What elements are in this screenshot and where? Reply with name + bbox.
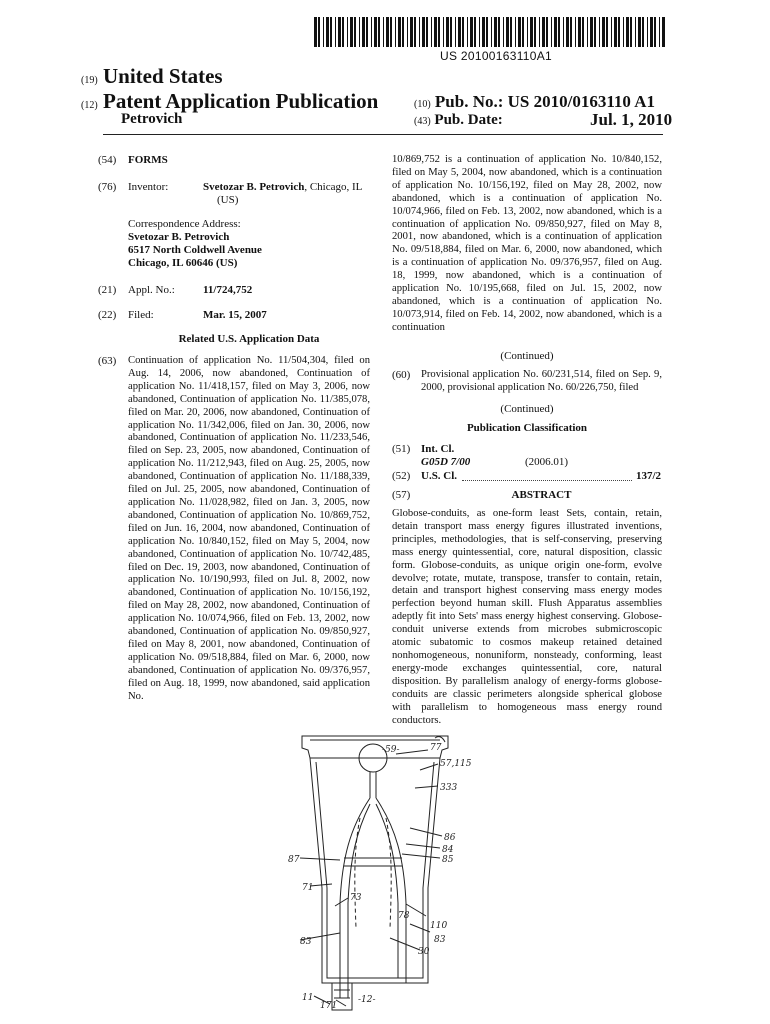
type-code: (12) <box>81 100 98 111</box>
filed-code: (22) <box>98 309 117 321</box>
barcode-bar <box>455 17 456 47</box>
intcl-class: G05D 7/00 <box>421 456 471 468</box>
pub-number-line <box>414 92 655 112</box>
barcode-bar <box>335 17 336 47</box>
continuation-text: Continuation of application No. 11/504,304, filed on Aug. 14, 2006, now abandoned, Continuation of application No. 11/418,157, filed on May 3, 2006, now abandoned, Continuation of application No. 11/385,078, filed on Mar. 20, 2006, now abandoned, Continuation of application No. 11/342,006, filed on Jan. 30, 2006, now abandoned, Continuation of application No. 11/233,546, filed on Sep. 23, 2005, now abandoned, Continuation of application No. 11/212,943, filed on Aug. 25, 2005, now abandoned, Continuation of application No. 11/188,339, filed on Jul. 25, 2005, now abandoned, Continuation of application No. 11/028,982, filed on Jan. 3, 2005, now abandoned, Continuation of application No. 10/869,752, filed on Jun. 16, 2004, now abandoned, Continuation of application No. 10/840,152, filed on May 5, 2004, now abandoned, Continuation of application No. 10/742,485, filed on Dec. 19, 2003, now abandoned, Continuation of application No. 10/190,993, filed on Jul. 8, 2002, now abandoned, Continuation of application No. 10/156,192, filed on May 28, 2002, now abandoned, Continuation of application No. 10/074,966, filed on Feb. 13, 2002, now abandoned, Continuation of application No. 09/850,927, filed on May 8, 2001, now abandoned, Continuation of application No. 09/518,884, filed on Mar. 6, 2000, now abandoned, Continuation of application No. 09/376,957, filed on Aug. 18, 1999, now abandoned, said application No. <box>128 355 370 702</box>
filed-label: Filed: <box>128 309 154 321</box>
drawing-ref-label: 83 <box>434 935 446 945</box>
barcode-bar <box>342 17 344 47</box>
appl-number: 11/724,752 <box>203 284 253 296</box>
barcode-bar <box>522 17 524 47</box>
barcode-bar <box>503 17 504 47</box>
barcode-bar <box>491 17 492 47</box>
drawing-ref-label: 85 <box>442 855 454 865</box>
barcode-bar <box>599 17 600 47</box>
barcode-bar <box>390 17 392 47</box>
barcode-bar <box>563 17 564 47</box>
barcode-bar <box>626 17 629 47</box>
barcode <box>314 17 665 47</box>
barcode-bar <box>330 17 332 47</box>
barcode-bar <box>510 17 512 47</box>
barcode-bar <box>654 17 656 47</box>
correspondence-name: Svetozar B. Petrovich <box>128 231 230 243</box>
correspondence-street: 6517 North Coldwell Avenue <box>128 244 262 256</box>
barcode-bar <box>450 17 452 47</box>
barcode-bar <box>506 17 509 47</box>
barcode-bar <box>366 17 368 47</box>
barcode-bar <box>398 17 401 47</box>
barcode-bar <box>426 17 428 47</box>
pub-number: US 2010/0163110 A1 <box>507 92 656 111</box>
uscl-value: 137/2 <box>636 470 662 482</box>
related-data-heading: Related U.S. Application Data <box>178 333 320 345</box>
barcode-bar <box>362 17 365 47</box>
barcode-bar <box>587 17 588 47</box>
intcl-year: (2006.01) <box>525 456 569 468</box>
barcode-bar <box>458 17 461 47</box>
barcode-bar <box>518 17 521 47</box>
barcode-bar <box>594 17 596 47</box>
uscl-code: (52) <box>392 470 411 482</box>
abstract-heading: ABSTRACT <box>511 489 572 501</box>
drawing-ref-label: 83 <box>300 937 312 947</box>
country-line <box>81 64 223 89</box>
drawing-inner-body <box>316 762 434 978</box>
barcode-bar <box>314 17 317 47</box>
barcode-bar <box>575 17 576 47</box>
inventor-label: Inventor: <box>128 181 169 193</box>
barcode-bar <box>558 17 560 47</box>
barcode-bar <box>470 17 473 47</box>
pub-date: Jul. 1, 2010 <box>590 110 673 129</box>
barcode-bar <box>410 17 413 47</box>
barcode-bar <box>474 17 476 47</box>
title-code: (54) <box>98 154 117 166</box>
barcode-bar <box>371 17 372 47</box>
barcode-bar <box>602 17 605 47</box>
uscl-label: U.S. Cl. <box>421 470 458 482</box>
barcode-bar <box>515 17 516 47</box>
barcode-bar <box>386 17 389 47</box>
drawing-dashed-right <box>386 818 391 928</box>
barcode-bar <box>611 17 612 47</box>
correspondence-city: Chicago, IL 60646 (US) <box>128 257 238 269</box>
pubdate-label: Pub. Date: <box>434 112 503 128</box>
barcode-bar <box>402 17 404 47</box>
barcode-bar <box>482 17 485 47</box>
provisional-code: (60) <box>392 369 411 381</box>
continuation-text-cont: 10/869,752 is a continuation of application No. 10/840,152, filed on May 5, 2004, now abandoned, which is a continuation of application No. 10/156,192, filed on May 28, 2002, now abandoned, which is a continuation of application No. 10/074,966, filed on Feb. 13, 2002, now abandoned, which is a continuation of application No. 09/850,927, filed on May 8, 2001, now abandoned, which is a continuation of application No. 09/518,884, filed on Mar. 6, 2000, now abandoned, which is a continuation of application No. 09/376,957, filed on Aug. 18, 1999, now abandoned, which is a continuation of application No. 10/195,668, filed on Jul. 15, 2002, now abandoned, which is a continuation of application No. 10/073,914, filed on Feb. 14, 2002, now abandoned, which is a continuation <box>392 154 662 333</box>
drawing-ref-label: 71 <box>302 883 314 893</box>
barcode-bar <box>354 17 356 47</box>
pubno-code: (10) <box>414 99 431 110</box>
barcode-bar <box>462 17 464 47</box>
abstract-text: Globose-conduits, as one-form least Sets, contain, retain, detain transport mass energy figures illustrated inventions, principles, methodologies, that is self-conserving, preserving mass energy quintessential, core, natural disposition, classic form. Globose-conduits, as unique origin one-form, evolve devolve; rotate, mutate, transpose, transfer to contain, retain, detain and transport highest conserving mass energy modes perfection beyond human skill. Flush Apparatus assemblies adeptly fit into Sets' mass energy highest conserving. Globose-conduit universe extends from microbes submicroscopic atomic subatomic to cosmos makeup retained detained nonhomogeneous, nonuniform, nonsteady, conforming, least energy-mode exchanges quintessential, core, natural disposition. By parallelism analogy of energy-forms globose-conduits are classic perimeters alongside spherical globose with parallelism to homogeneous mass energy round conductors. <box>392 508 662 726</box>
barcode-bar <box>527 17 528 47</box>
inventor-short: Petrovich <box>121 111 183 127</box>
barcode-bar <box>467 17 468 47</box>
barcode-bar <box>635 17 636 47</box>
drawing-ref-label: 57,115 <box>440 759 472 769</box>
barcode-bar <box>323 17 324 47</box>
barcode-bar <box>606 17 608 47</box>
drawing-ref-label: 11 <box>302 993 314 1003</box>
drawing-ref-label: 84 <box>442 845 454 855</box>
inventor-location: , Chicago, IL <box>304 181 363 193</box>
uscl-leader <box>462 480 632 481</box>
drawing-ref-label: 30 <box>418 947 430 957</box>
barcode-bar <box>326 17 329 47</box>
drawing-ref-label: 333 <box>440 783 458 793</box>
barcode-bar <box>566 17 569 47</box>
drawing-flange <box>302 736 448 758</box>
inventor-name: Svetozar B. Petrovich <box>203 181 305 193</box>
pub-date-label-line <box>414 112 503 129</box>
barcode-bar <box>534 17 536 47</box>
barcode-bar <box>642 17 644 47</box>
barcode-bar <box>431 17 432 47</box>
barcode-bar <box>578 17 581 47</box>
barcode-bar <box>539 17 540 47</box>
pubdate-code: (43) <box>414 116 431 127</box>
publication-type: Patent Application Publication <box>103 89 379 113</box>
drawing-ref-label: 77 <box>430 743 442 753</box>
barcode-bar <box>618 17 620 47</box>
barcode-bar <box>486 17 488 47</box>
barcode-bar <box>551 17 552 47</box>
barcode-bar <box>662 17 665 47</box>
drawing-ref-label: -12- <box>358 995 376 1005</box>
barcode-bar <box>383 17 384 47</box>
barcode-bar <box>318 17 320 47</box>
drawing-ref-label: 87 <box>288 855 300 865</box>
pubno-label: Pub. No.: <box>434 92 504 111</box>
appl-label: Appl. No.: <box>128 284 175 296</box>
appl-code: (21) <box>98 284 117 296</box>
correspondence-label: Correspondence Address: <box>128 218 241 230</box>
title: FORMS <box>128 154 168 166</box>
header-rule <box>103 134 663 135</box>
barcode-bar <box>407 17 408 47</box>
barcode-bar <box>498 17 500 47</box>
barcode-bar <box>630 17 632 47</box>
publication-classification-heading: Publication Classification <box>466 422 588 434</box>
barcode-bar <box>443 17 444 47</box>
barcode-bar <box>570 17 572 47</box>
barcode-bar <box>614 17 617 47</box>
provisional-text: Provisional application No. 60/231,514, filed on Sep. 9, 2000, provisional application No. 60/226,750, filed <box>421 369 662 393</box>
drawing-ref-label: 171 <box>320 1001 338 1011</box>
inventor-code: (76) <box>98 181 117 193</box>
barcode-bar <box>554 17 557 47</box>
barcode-bar <box>479 17 480 47</box>
country-code: (19) <box>81 75 98 86</box>
barcode-bar <box>647 17 648 47</box>
inventor-country: (US) <box>217 194 239 206</box>
drawing-conduit-inner-right <box>376 804 398 978</box>
barcode-bar <box>395 17 396 47</box>
filed-date: Mar. 15, 2007 <box>203 309 267 321</box>
drawing-ref-label: -59- <box>382 745 400 755</box>
barcode-bar <box>359 17 360 47</box>
barcode-bar <box>530 17 533 47</box>
drawing-ref-label: 86 <box>444 833 456 843</box>
barcode-bar <box>650 17 653 47</box>
drawing-stem <box>370 772 376 798</box>
barcode-number: US 20100163110A1 <box>440 49 553 63</box>
continued-note-1: (Continued) <box>500 350 554 362</box>
intcl-label: Int. Cl. <box>421 443 455 455</box>
drawing-ref-label: 110 <box>430 921 448 931</box>
continued-note-2: (Continued) <box>500 403 554 415</box>
barcode-bar <box>623 17 624 47</box>
barcode-bar <box>350 17 353 47</box>
barcode-bar <box>438 17 440 47</box>
barcode-bar <box>347 17 348 47</box>
barcode-bar <box>542 17 545 47</box>
barcode-bar <box>338 17 341 47</box>
drawing-dashed-left <box>355 818 360 928</box>
barcode-bar <box>374 17 377 47</box>
continuation-code: (63) <box>98 355 117 367</box>
barcode-bar <box>494 17 497 47</box>
barcode-bar <box>434 17 437 47</box>
barcode-bar <box>582 17 584 47</box>
barcode-bar <box>446 17 449 47</box>
barcode-bar <box>638 17 641 47</box>
barcode-bar <box>590 17 593 47</box>
intcl-code: (51) <box>392 443 411 455</box>
drawing-ref-label: 78 <box>398 911 410 921</box>
drawing-ref-label: 73 <box>350 893 362 903</box>
barcode-bar <box>419 17 420 47</box>
barcode-bar <box>378 17 380 47</box>
barcode-bar <box>422 17 425 47</box>
barcode-bar <box>659 17 660 47</box>
patent-drawing <box>270 728 520 1013</box>
barcode-bar <box>414 17 416 47</box>
country: United States <box>103 64 223 88</box>
barcode-bar <box>546 17 548 47</box>
drawing-flange-detail <box>435 737 445 742</box>
inventor-name-line <box>203 181 362 193</box>
abstract-code: (57) <box>392 489 411 501</box>
